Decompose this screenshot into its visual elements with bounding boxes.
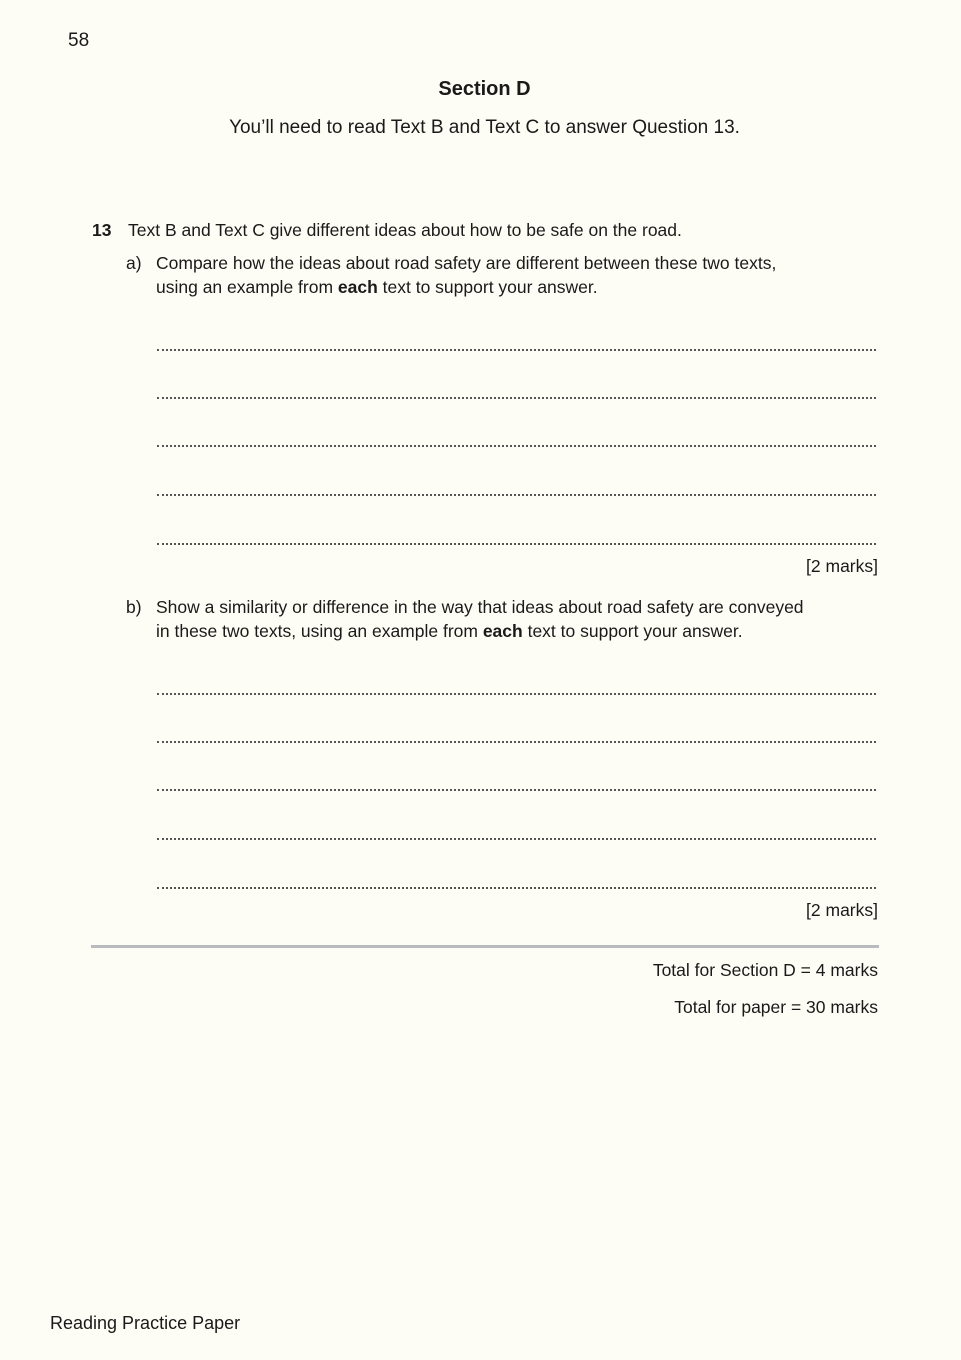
part-a-marks: [2 marks]	[806, 556, 878, 576]
part-a-text-line1: Compare how the ideas about road safety are different between these two texts,	[156, 253, 777, 273]
question-stem: Text B and Text C give different ideas about how to be safe on the road.	[128, 220, 682, 240]
total-paper: Total for paper = 30 marks	[674, 997, 878, 1017]
question-number: 13	[92, 220, 112, 240]
part-b-answer-line-5[interactable]	[157, 887, 876, 889]
part-b-answer-line-3[interactable]	[157, 789, 876, 791]
part-b-marks: [2 marks]	[806, 900, 878, 920]
part-a-text-after: text to support your answer.	[377, 277, 598, 297]
part-a-answer-line-1[interactable]	[157, 349, 876, 351]
part-b-text-line1: Show a similarity or difference in the way that ideas about road safety are conveyed	[156, 597, 804, 617]
section-instruction: You’ll need to read Text B and Text C to answer Question 13.	[229, 117, 740, 138]
part-a-label: a)	[126, 253, 142, 273]
page-number: 58	[68, 30, 90, 51]
part-a-text-before: using an example from	[156, 277, 338, 297]
part-b-answer-line-4[interactable]	[157, 838, 876, 840]
part-a-answer-line-4[interactable]	[157, 494, 876, 496]
part-a-text-line2	[156, 277, 598, 298]
part-b-emphasis: each	[482, 621, 523, 641]
section-divider	[91, 945, 879, 948]
footer: Reading Practice Paper	[50, 1313, 241, 1333]
part-b-answer-line-2[interactable]	[157, 741, 876, 743]
part-a-answer-line-3[interactable]	[157, 445, 876, 447]
part-b-text-after: text to support your answer.	[522, 621, 743, 641]
total-section: Total for Section D = 4 marks	[652, 960, 878, 980]
part-b-text-line2	[156, 621, 743, 642]
part-a-emphasis: each	[337, 277, 378, 297]
part-b-text-before: in these two texts, using an example from	[156, 621, 483, 641]
part-b-answer-line-1[interactable]	[157, 693, 876, 695]
section-title: Section D	[438, 78, 531, 100]
part-a-answer-line-5[interactable]	[157, 543, 876, 545]
part-a-answer-line-2[interactable]	[157, 397, 876, 399]
part-b-label: b)	[126, 597, 142, 617]
